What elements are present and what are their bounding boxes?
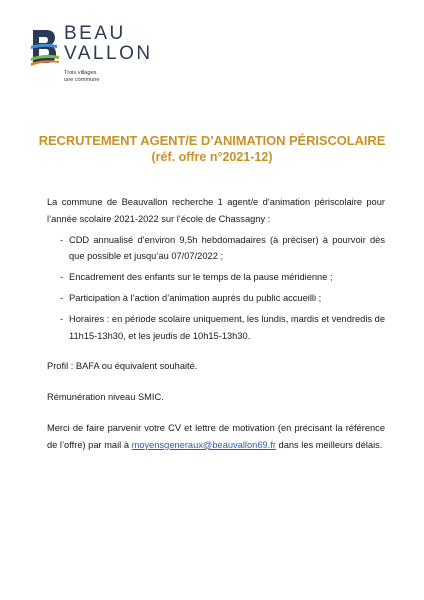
list-item: - Horaires : en période scolaire uniquement, les lundis, mardis et vendredis de 11h15-13h30, et les jeudis de 10h15-13h30. (60, 313, 385, 341)
list-item: - Encadrement des enfants sur le temps de la pause méridienne ; (60, 272, 333, 283)
salary-paragraph: Rémunération niveau SMIC. (47, 392, 164, 403)
logo-tagline (64, 70, 99, 83)
intro-paragraph: La commune de Beauvallon recherche 1 agent/e d’animation périscolaire pour l’année scolaire 2021-2022 sur l’école de Chassagny : (47, 197, 385, 224)
logo-wordmark-vallon: VALLON (64, 43, 153, 64)
list-item: - CDD annualisé d’environ 9,5h hebdomadaires (à préciser) à pourvoir dès que possible et jusqu’au 07/07/2022 ; (60, 234, 385, 262)
list-item-text: Encadrement des enfants sur le temps de la pause méridienne ; (69, 272, 333, 283)
list-item-text: Participation à l’action d’animation auprès du public accueilli ; (69, 292, 322, 303)
closing-text-end: dans les meilleurs délais. (278, 439, 383, 450)
email-link[interactable]: moyensgeneraux@beauvallon69.fr (131, 439, 276, 450)
profile-paragraph: Profil : BAFA ou équivalent souhaité. (47, 361, 198, 372)
list-item-text: CDD annualisé d’environ 9,5h hebdomadaires (à préciser) à pourvoir dès que possible et jusqu’au 07/07/2022 ; (69, 234, 385, 262)
logo-wordmark-beau: BEAU (64, 23, 126, 44)
list-item-text: Horaires : en période scolaire uniquement, les lundis, mardis et vendredis de 11h15-13h30, et les jeudis de 10h15-13h30. (69, 313, 385, 341)
logo-tagline-1: Trois villages (64, 70, 97, 76)
beauvallon-logo (30, 24, 170, 94)
document-body (47, 194, 385, 454)
document-title: RECRUTEMENT AGENT/E D’ANIMATION PÉRISCOLAIRE (38, 133, 386, 148)
closing-text: Merci de faire parvenir votre CV et lettre de motivation (en précisant la référence de l’offre) par mail à (47, 422, 385, 450)
offer-reference: (réf. offre n°2021-12) (151, 150, 273, 164)
closing-paragraph (47, 420, 385, 454)
logo-tagline-2: une commune (64, 76, 100, 83)
list-item: - Participation à l’action d’animation auprès du public accueilli ; (60, 292, 322, 303)
beauvallon-logo-mark (30, 28, 60, 70)
